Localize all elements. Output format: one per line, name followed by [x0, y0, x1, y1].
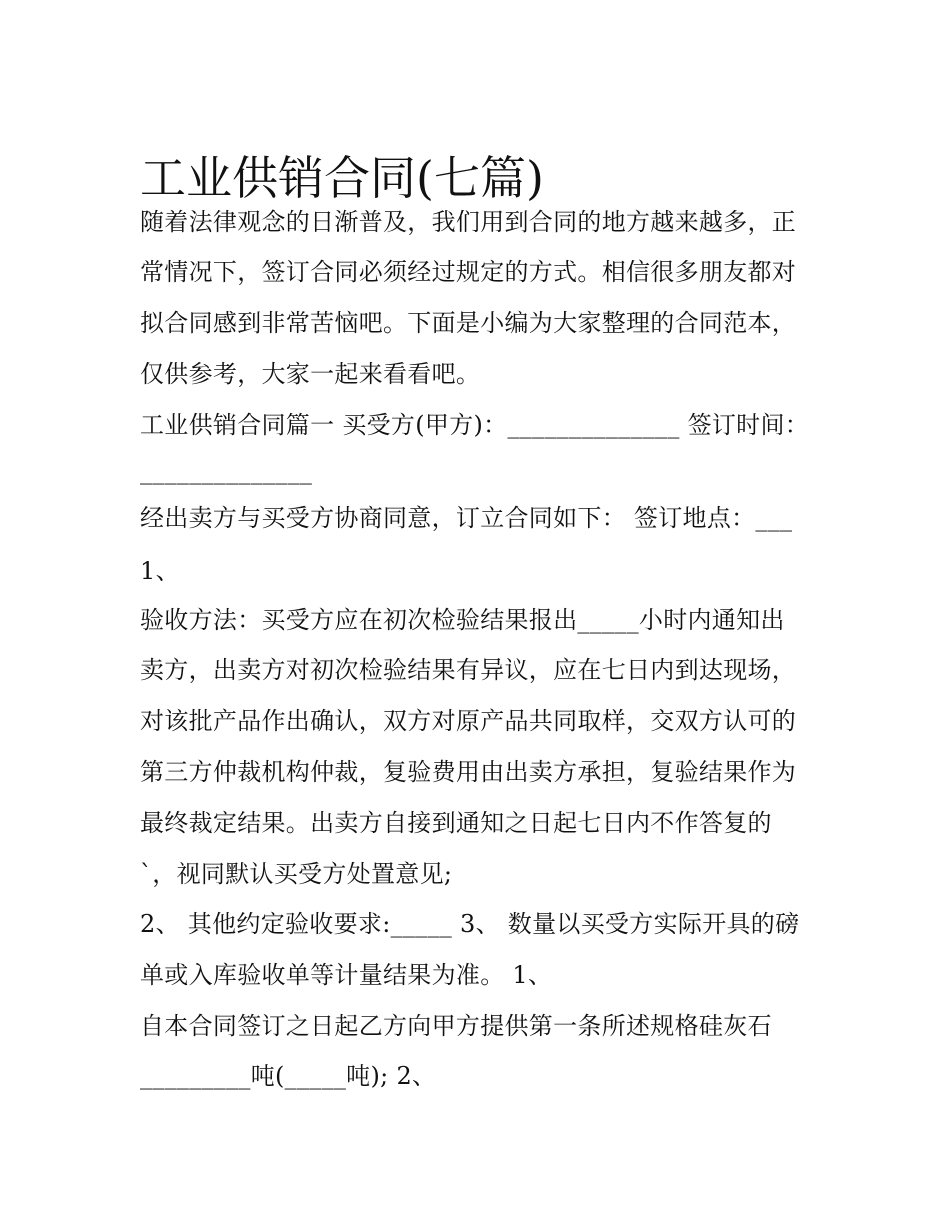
body-line: 最终裁定结果。出卖方自接到通知之日起七日内不作答复的: [140, 809, 772, 837]
body-line: 工业供销合同篇一 买受方(甲方)：______________ 签订时间：: [140, 411, 810, 439]
body-line: ______________: [140, 457, 313, 485]
body-line: 拟合同感到非常苦恼吧。下面是小编为大家整理的合同范本，: [140, 309, 797, 337]
body-line: 单或入库验收单等计量结果为准。 1、: [140, 961, 553, 989]
body-line: 卖方，出卖方对初次检验结果有异议，应在七日内到达现场，: [140, 656, 797, 684]
document-page: [140, 0, 820, 1229]
body-line: 经出卖方与买受方协商同意，订立合同如下： 签订地点：___: [140, 504, 793, 532]
body-line: _________吨(_____吨); 2、: [140, 1062, 437, 1090]
body-line: 随着法律观念的日渐普及，我们用到合同的地方越来越多，正: [140, 208, 797, 236]
body-line: 2、 其他约定验收要求:_____ 3、 数量以买受方实际开具的磅: [140, 910, 800, 938]
body-line: 验收方法：买受方应在初次检验结果报出_____小时内通知出: [140, 606, 785, 634]
document-title: 工业供销合同(七篇): [140, 150, 544, 205]
body-line: 仅供参考，大家一起来看看吧。: [140, 360, 481, 388]
body-line: `，视同默认买受方处置意见;: [140, 860, 453, 888]
body-line: 第三方仲裁机构仲裁，复验费用由出卖方承担，复验结果作为: [140, 758, 797, 786]
body-line: 1、: [140, 557, 180, 585]
body-line: 自本合同签订之日起乙方向甲方提供第一条所述规格硅灰石: [140, 1012, 772, 1040]
body-line: 对该批产品作出确认，双方对原产品共同取样，交双方认可的: [140, 707, 797, 735]
body-line: 常情况下，签订合同必须经过规定的方式。相信很多朋友都对: [140, 258, 797, 286]
